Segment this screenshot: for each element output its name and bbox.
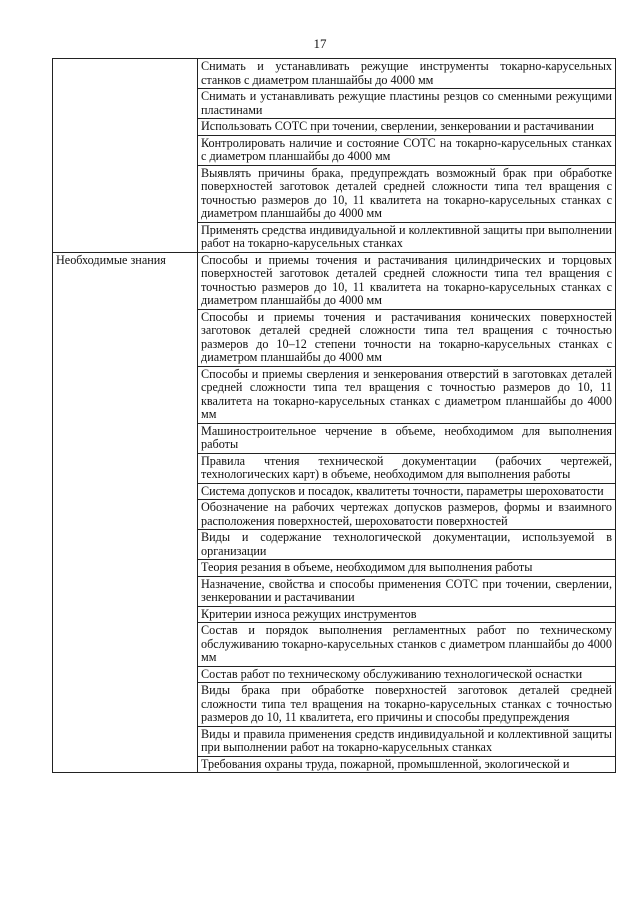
knowledge-item: Способы и приемы сверления и зенкерования отверстий в заготовках деталей средней сложности типа тел вращения с точностью размеров до 10, 11 квалитета на токарно-карусельных станках с диаметром планшайбы до 4000 мм: [198, 366, 616, 423]
knowledge-item: Правила чтения технической документации (рабочих чертежей, технологических карт) в объеме, необходимом для выполнения работы: [198, 453, 616, 483]
knowledge-item: Виды брака при обработке поверхностей заготовок деталей средней сложности типа тел вращения на токарно-карусельных станках с точностью размеров до 10, 11 квалитета, его причины и способы предупреждения: [198, 683, 616, 727]
skills-item: Контролировать наличие и состояние СОТС на токарно-карусельных станках с диаметром планшайбы до 4000 мм: [198, 135, 616, 165]
knowledge-item: Система допусков и посадок, квалитеты точности, параметры шероховатости: [198, 483, 616, 500]
knowledge-item: Теория резания в объеме, необходимом для выполнения работы: [198, 560, 616, 577]
skills-item: Выявлять причины брака, предупреждать возможный брак при обработке поверхностей заготовок деталей средней сложности типа тел вращения с точностью размеров до 10, 11 квалитета на токарно-карусельных станках с диаметром планшайбы до 4000 мм: [198, 165, 616, 222]
skills-row: [53, 59, 616, 89]
knowledge-item: Способы и приемы точения и растачивания цилиндрических и торцовых поверхностей заготовок деталей средней сложности типа тел вращения с точностью размеров до 10, 11 квалитета на токарно-карусельных станках с диаметром планшайбы до 4000 мм: [198, 252, 616, 309]
knowledge-row: [53, 252, 616, 309]
skills-item: Снимать и устанавливать режущие инструменты токарно-карусельных станков с диаметром планшайбы до 4000 мм: [198, 59, 616, 89]
knowledge-item: Назначение, свойства и способы применения СОТС при точении, сверлении, зенкеровании и растачивании: [198, 576, 616, 606]
knowledge-item: Состав и порядок выполнения регламентных работ по техническому обслуживанию токарно-карусельных станков с диаметром планшайбы до 4000 мм: [198, 623, 616, 667]
knowledge-item: Обозначение на рабочих чертежах допусков размеров, формы и взаимного расположения поверхностей, шероховатости поверхностей: [198, 500, 616, 530]
competency-table: [52, 58, 616, 773]
skills-item: Применять средства индивидуальной и коллективной защиты при выполнении работ на токарно-карусельных станках: [198, 222, 616, 252]
knowledge-item: Виды и правила применения средств индивидуальной и коллективной защиты при выполнении работ на токарно-карусельных станках: [198, 726, 616, 756]
knowledge-item: Машиностроительное черчение в объеме, необходимом для выполнения работы: [198, 423, 616, 453]
knowledge-item: Критерии износа режущих инструментов: [198, 606, 616, 623]
knowledge-item: Виды и содержание технологической документации, используемой в организации: [198, 530, 616, 560]
skills-item: Снимать и устанавливать режущие пластины резцов со сменными режущими пластинами: [198, 89, 616, 119]
page-number: 17: [313, 36, 327, 51]
competency-table-body: [53, 59, 616, 773]
skills-section-label: [53, 59, 198, 253]
knowledge-item: Требования охраны труда, пожарной, промышленной, экологической и: [198, 756, 616, 773]
skills-item: Использовать СОТС при точении, сверлении, зенкеровании и растачивании: [198, 119, 616, 136]
knowledge-item: Состав работ по техническому обслуживанию технологической оснастки: [198, 666, 616, 683]
knowledge-section-label: Необходимые знания: [53, 252, 198, 773]
knowledge-item: Способы и приемы точения и растачивания конических поверхностей заготовок деталей средней сложности типа тел вращения с точностью размеров до 10–12 степени точности на токарно-карусельных станках с диаметром планшайбы до 4000 мм: [198, 309, 616, 366]
